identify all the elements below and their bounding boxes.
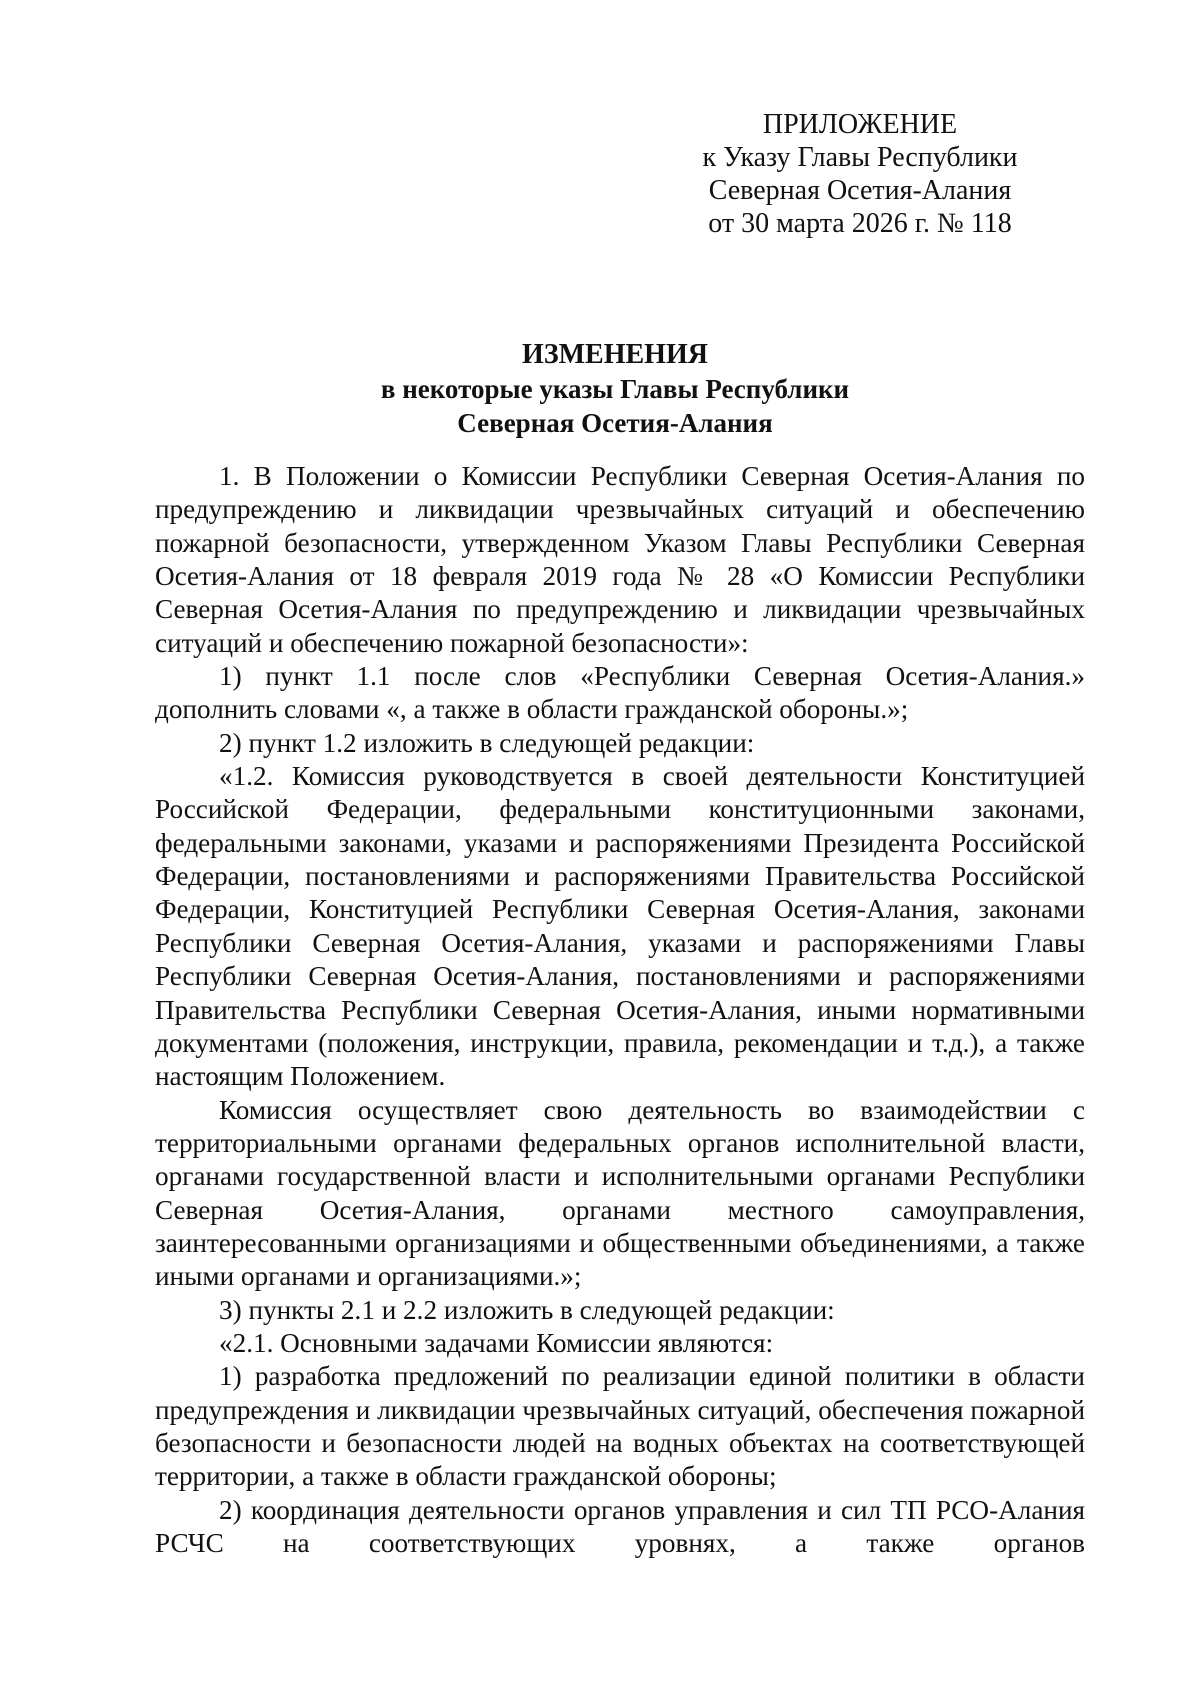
appendix-line-decree: к Указу Главы Республики: [702, 142, 1018, 173]
paragraph-5: Комиссия осуществляет свою деятельность во взаимодействии с территориальными органами федеральных органов исполнительной власти, органами государственной власти и исполнительными органами Республики Северная Осетия-Алания, органами местного самоуправления, заинтересованными организациями и общественными объединениями, а также иными органами и организациями.»;: [155, 1094, 1085, 1292]
document-subtitle-line1: в некоторые указы Главы Республики: [380, 374, 850, 404]
appendix-line-date: от 30 марта 2026 г. № 118: [708, 208, 1012, 239]
document-body: [155, 460, 1085, 1560]
paragraph-2: 1) пункт 1.1 после слов «Республики Северная Осетия-Алания.» дополнить словами «, а также в области гражданской обороны.»;: [155, 661, 1085, 725]
paragraph-7: «2.1. Основными задачами Комиссии являются:: [219, 1327, 774, 1358]
paragraph-3: 2) пункт 1.2 изложить в следующей редакции:: [219, 727, 755, 758]
paragraph-6: 3) пункты 2.1 и 2.2 изложить в следующей редакции:: [219, 1294, 835, 1325]
paragraph-8: 1) разработка предложений по реализации единой политики в области предупреждения и ликвидации чрезвычайных ситуаций, обеспечения пожарной безопасности и безопасности людей на водных объектах на соответствующей территории, а также в области гражданской обороны;: [155, 1361, 1085, 1492]
paragraph-4: «1.2. Комиссия руководствуется в своей деятельности Конституцией Российской Федерации, федеральными конституционными законами, федеральными законами, указами и распоряжениями Президента Российской Федерации, постановлениями и распоряжениями Правительства Российской Федерации, Конституцией Республики Северная Осетия-Алания, законами Республики Северная Осетия-Алания, указами и распоряжениями Главы Республики Северная Осетия-Алания, постановлениями и распоряжениями Правительства Республики Северная Осетия-Алания, иными нормативными документами (положения, инструкции, правила, рекомендации и т.д.), а также настоящим Положением.: [155, 761, 1085, 1092]
paragraph-9: 2) координация деятельности органов управления и сил ТП РСО-Алания РСЧС на соответствующих уровнях, а также органов: [155, 1494, 1085, 1558]
paragraph-1: 1. В Положении о Комиссии Республики Северная Осетия-Алания по предупреждению и ликвидации чрезвычайных ситуаций и обеспечению пожарной безопасности, утвержденном Указом Главы Республики Северная Осетия-Алания от 18 февраля 2019 года № 28 «О Комиссии Республики Северная Осетия-Алания по предупреждению и ликвидации чрезвычайных ситуаций и обеспечению пожарной безопасности»:: [155, 461, 1085, 658]
document-title: ИЗМЕНЕНИЯ: [522, 339, 708, 370]
document-heading: [150, 338, 1080, 440]
appendix-line-republic: Северная Осетия-Алания: [708, 175, 1012, 206]
appendix-block: [680, 108, 1040, 240]
document-subtitle-line2: Северная Осетия-Алания: [457, 408, 773, 438]
appendix-title: ПРИЛОЖЕНИЕ: [762, 109, 958, 140]
